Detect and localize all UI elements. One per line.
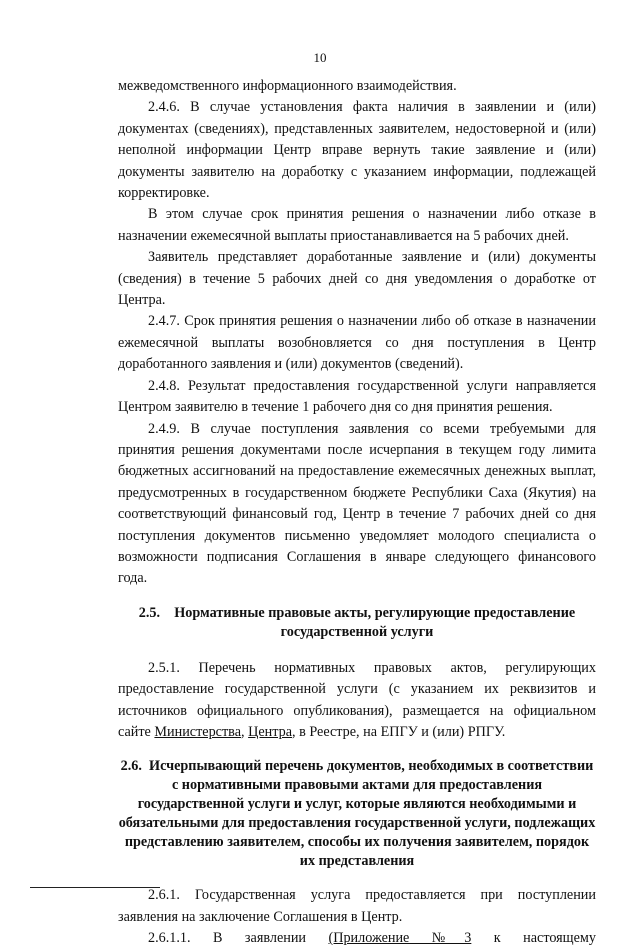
center-link[interactable]: Центра [248,723,292,740]
paragraph-2-4-9: 2.4.9. В случае поступления заявления со всеми требуемыми для принятия решения документами после исчерпания в текущем году лимита бюджетных ассигнований на предоставление ежемесячных денежных выплат, предусмотренных в государственном бюджете Республики Саха (Якутия) на соответствующий финансовый год, Центр в течение 7 рабочих дней со дня поступления документов письменно уведомляет молодого специалиста о возможности подписания Соглашения в январе следующего финансового года. [118,420,596,587]
separator: , [241,723,249,740]
paragraph-text: 2.5.1. Перечень нормативных правовых актов, регулирующих предоставление государственной услуги (с указанием их реквизитов и источников официального опубликования), размещается на официальном сайте [118,659,596,740]
footnote-separator [30,887,160,888]
appendix-3-link[interactable]: (Приложение №3 [328,930,472,947]
section-number: 2.5. [138,604,161,621]
paragraph-resubmission: Заявитель представляет доработанные заявление и (или) документы (сведения) в течение 5 рабочих дней со дня уведомления о доработке от Центра. [118,249,596,309]
paragraph-2-6-1: 2.6.1. Государственная услуга предоставляется при поступлении заявления на заключение Соглашения в Центр. [118,887,596,925]
page-number: 10 [313,50,327,65]
section-number: 2.6. [120,758,142,775]
section-heading-2-6 [118,757,596,871]
paragraph-suspension: В этом случае срок принятия решения о назначении либо отказе в назначении ежемесячной выплаты приостанавливается на 5 рабочих дней. [118,206,596,244]
document-body [118,76,596,950]
paragraph-continuation: межведомственного информационного взаимодействия. [118,78,457,94]
paragraph-text-end: , в Реестре, на ЕПГУ и (или) РПГУ. [292,723,506,740]
section-heading-2-5 [118,604,596,642]
ministry-link[interactable]: Министерства [154,723,241,740]
paragraph-2-5-1 [118,658,596,744]
paragraph-text: 2.6.1.1. В заявлении [148,930,329,947]
section-title: Нормативные правовые акты, регулирующие предоставление государственной услуги [174,604,576,640]
section-title: Исчерпывающий перечень документов, необходимых в соответствии с нормативными правовыми актами для предоставления государственной услуги и услуг, которые являются необходимыми и обязательными для предоставления государственной услуги, подлежащих представлению заявителем, способы их получения заявителем, порядок их представления [118,758,596,870]
paragraph-2-4-6: 2.4.6. В случае установления факта наличия в заявлении и (или) документах (сведениях), представленных заявителем, недостоверной и (или) неполной информации Центр вправе вернуть такие заявление и (или) документы заявителю на доработку с указанием информации, подлежащей корректировке. [118,99,596,202]
paragraph-2-4-8: 2.4.8. Результат предоставления государственной услуги направляется Центром заявителю в течение 1 рабочего дня со дня принятия решения. [118,377,596,416]
paragraph-2-4-7: 2.4.7. Срок принятия решения о назначении либо об отказе в назначении ежемесячной выплаты возобновляется со дня поступления в Центр доработанного заявления и (или) документов (сведений). [118,313,596,373]
paragraph-text-end: к настоящему [471,930,596,947]
paragraph-2-6-1-1 [118,928,596,949]
